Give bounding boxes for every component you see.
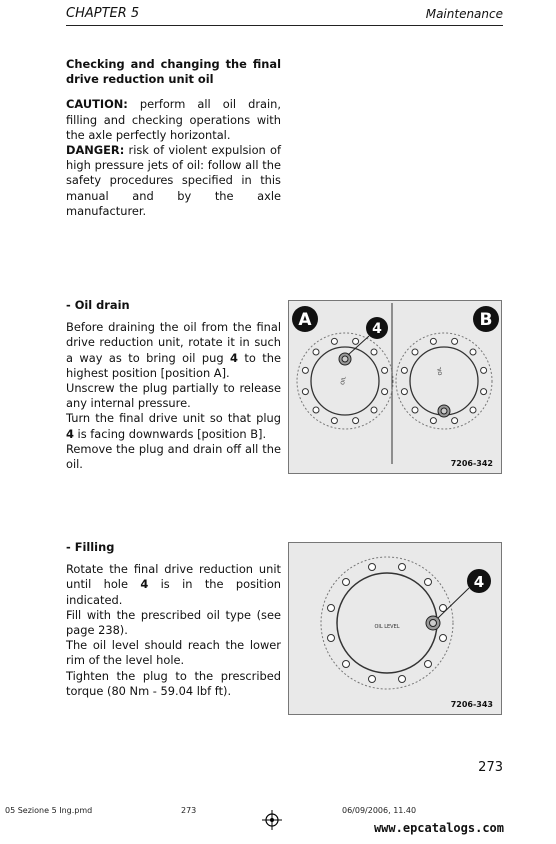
bolt-hole: [328, 635, 335, 642]
hub-a-text: OIL: [340, 376, 348, 386]
danger-label: DANGER:: [66, 143, 125, 158]
filling-section: [66, 540, 281, 699]
bolt-hole: [430, 338, 436, 344]
bolt-hole: [371, 407, 377, 413]
oil-drain-heading: - Oil drain: [66, 298, 130, 312]
hub-b: [396, 333, 492, 429]
hub-fill-text: OIL LEVEL: [374, 624, 400, 630]
bolt-hole: [430, 418, 436, 424]
bolt-hole: [353, 338, 359, 344]
position-b-label: B: [479, 310, 493, 330]
bolt-hole: [331, 418, 337, 424]
bolt-hole: [353, 418, 359, 424]
bolt-hole: [313, 407, 319, 413]
bolt-hole: [302, 389, 308, 395]
bolt-hole: [302, 367, 308, 373]
bolt-hole: [382, 367, 388, 373]
bolt-hole: [412, 349, 418, 355]
bolt-hole: [399, 564, 406, 571]
drain-paragraph-3: Turn the final drive unit so that plug 4 is facing downwards [position B].: [66, 411, 281, 441]
bolt-hole: [481, 367, 487, 373]
website-url: www.epcatalogs.com: [373, 821, 504, 835]
bolt-hole: [328, 605, 335, 612]
bolt-hole: [343, 579, 350, 586]
position-a-label: A: [298, 310, 312, 330]
bolt-hole: [401, 367, 407, 373]
fill-paragraph-2: Fill with the prescribed oil type (see page 238).: [66, 607, 281, 638]
danger-text: risk of violent expulsion of high pressure jets of oil: follow all the safety procedures specified in this manual and by the axle manufacturer.: [66, 143, 281, 218]
footer-date: 06/09/2006, 11.40: [342, 806, 417, 815]
caution-paragraph: [66, 97, 281, 143]
filling-heading: - Filling: [66, 540, 115, 554]
intro-section: [66, 57, 281, 219]
bolt-hole: [343, 661, 350, 668]
figure-code: 7206-343: [450, 700, 493, 709]
fill-paragraph-1: Rotate the final drive reduction unit until hole 4 is in the position indicated.: [66, 562, 282, 607]
bolt-hole: [313, 349, 319, 355]
danger-paragraph: [66, 143, 281, 219]
callout-label: 4: [372, 321, 382, 337]
bolt-hole: [401, 389, 407, 395]
fill-paragraph-3: The oil level should reach the lower rim of the level hole.: [66, 638, 281, 668]
chapter-title: CHAPTER 5: [66, 6, 140, 21]
bolt-hole: [382, 389, 388, 395]
bolt-hole: [470, 407, 476, 413]
bolt-hole: [425, 579, 432, 586]
oil-drain-section: [66, 298, 281, 472]
bolt-hole: [425, 661, 432, 668]
hub-fill: [321, 557, 469, 689]
bolt-hole: [452, 338, 458, 344]
bolt-hole: [331, 338, 337, 344]
bolt-hole: [371, 349, 377, 355]
bolt-hole: [369, 676, 376, 683]
figure-code: 7206-342: [450, 459, 493, 468]
bolt-hole: [412, 407, 418, 413]
filling-drawing: [289, 543, 503, 716]
bolt-hole: [399, 676, 406, 683]
bolt-hole: [440, 635, 447, 642]
drain-paragraph-2: Unscrew the plug partially to release any internal pressure.: [66, 381, 281, 411]
drain-paragraph-1: Before draining the oil from the final drive reduction unit, rotate it in such a way as to bring oil pug 4 to the highest position [position A].: [66, 320, 281, 380]
bolt-hole: [369, 564, 376, 571]
section-title: Maintenance: [425, 7, 503, 21]
page-number: 273: [478, 760, 503, 775]
hub-b-text: OIL: [436, 366, 444, 376]
footer-file: 05 Sezione 5 Ing.pmd: [5, 806, 93, 815]
caution-label: CAUTION:: [66, 97, 128, 112]
filling-figure: [288, 542, 502, 715]
bolt-hole: [452, 418, 458, 424]
bolt-hole: [481, 389, 487, 395]
oil-drain-drawing: [289, 301, 503, 475]
oil-drain-figure: [288, 300, 502, 474]
caution-text: perform all oil drain, filling and checking operations with the axle perfectly horizontal.: [66, 97, 281, 142]
drain-paragraph-4: Remove the plug and drain off all the oil.: [66, 441, 281, 472]
fill-paragraph-4: Tighten the plug to the prescribed torque (80 Nm - 59.04 lbf ft).: [66, 668, 281, 698]
bolt-hole: [470, 349, 476, 355]
header-rule: [66, 25, 503, 26]
registration-mark-icon: [262, 810, 282, 830]
callout-label: 4: [473, 573, 485, 591]
footer-page: 273: [181, 806, 197, 815]
section-heading: Checking and changing the final drive reduction unit oil: [66, 57, 281, 87]
